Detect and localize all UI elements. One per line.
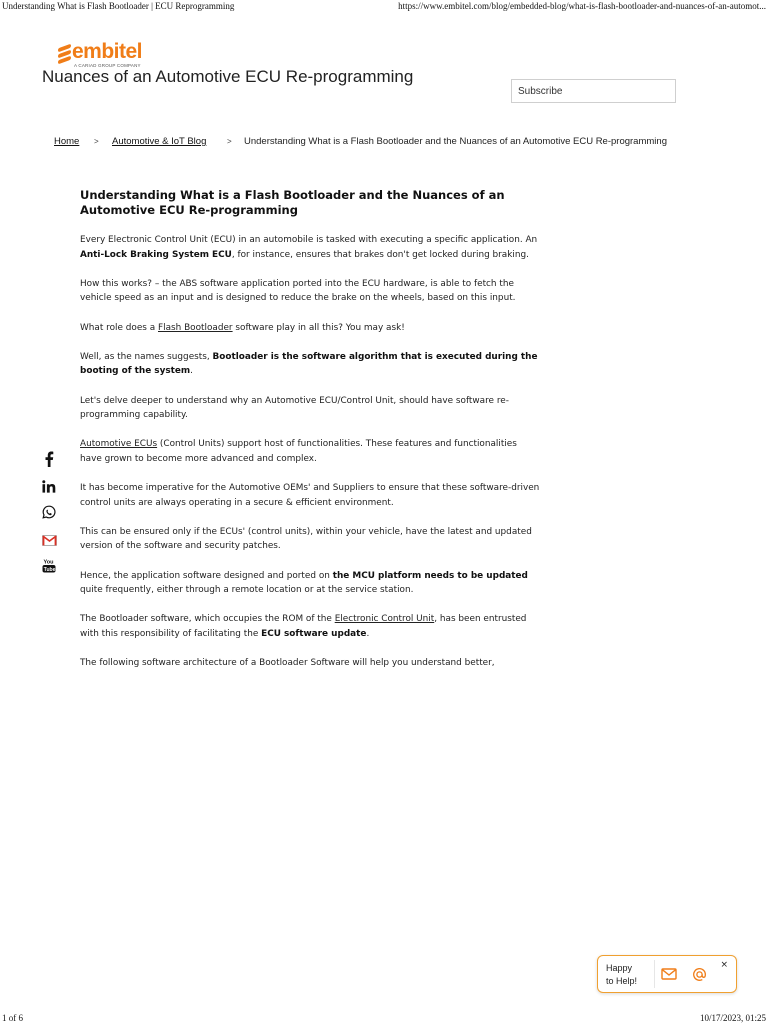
brand-tagline: A CARIAD GROUP COMPANY xyxy=(74,63,141,68)
text: , has been entrusted with this responsibility of facilitating the xyxy=(80,614,527,640)
text: . xyxy=(366,629,370,640)
text: quite frequently, either through a remote location or at the service station. xyxy=(80,585,414,596)
article-paragraph xyxy=(80,569,540,598)
text: software play in all this? You may ask! xyxy=(232,322,405,333)
subscribe-button[interactable]: Subscribe xyxy=(511,79,676,103)
print-header xyxy=(0,0,768,14)
article-paragraph xyxy=(80,350,540,379)
page-title: Nuances of an Automotive ECU Re-programming xyxy=(42,67,414,86)
bold-text: Anti-Lock Braking System ECU xyxy=(80,249,232,260)
print-footer xyxy=(0,1012,768,1024)
help-widget-divider xyxy=(654,960,655,988)
embitel-logo[interactable] xyxy=(58,42,158,68)
breadcrumb-blog-link[interactable]: Automotive & IoT Blog xyxy=(112,136,207,147)
bold-text: ECU software update xyxy=(261,629,367,640)
text: , for instance, ensures that brakes don't get locked during braking. xyxy=(231,249,529,260)
breadcrumb-home-link[interactable]: Home xyxy=(54,136,80,147)
at-icon[interactable] xyxy=(690,966,708,982)
flash-bootloader-link[interactable]: Flash Bootloader xyxy=(158,322,233,333)
breadcrumb-separator: > xyxy=(94,137,99,146)
youtube-icon[interactable] xyxy=(38,556,60,574)
gmail-icon[interactable] xyxy=(38,531,60,549)
text: What role does a xyxy=(80,322,158,333)
article-paragraph xyxy=(80,321,540,336)
text: Every Electronic Control Unit (ECU) in an automobile is tasked with executing a specific application. An xyxy=(80,235,538,245)
article-paragraph: Let's delve deeper to understand why an Automotive ECU/Control Unit, should have software re-programming capability. xyxy=(80,395,509,421)
embitel-logo-mark-icon xyxy=(58,44,72,64)
bold-text: Bootloader is the software algorithm that is executed during the booting of the system xyxy=(80,351,538,377)
bold-text: the MCU platform needs to be updated xyxy=(332,570,528,581)
help-widget[interactable] xyxy=(597,955,737,993)
breadcrumb-separator: > xyxy=(227,137,232,146)
facebook-icon[interactable] xyxy=(38,450,60,468)
help-widget-line: to Help! xyxy=(606,976,638,986)
whatsapp-icon[interactable] xyxy=(38,503,60,521)
close-icon[interactable]: × xyxy=(720,960,728,970)
article-paragraph xyxy=(80,612,540,641)
article-paragraph: It has become imperative for the Automotive OEMs' and Suppliers to ensure that these software-driven control units are always operating in a secure & efficient environment. xyxy=(80,483,540,508)
breadcrumb xyxy=(54,136,754,150)
article-paragraph xyxy=(80,437,540,466)
article-heading: Understanding What is a Flash Bootloader and the Nuances of an Automotive ECU Re-programming xyxy=(80,188,505,217)
electronic-control-unit-link[interactable]: Electronic Control Unit xyxy=(334,614,435,625)
text: Well, as the names suggests, xyxy=(80,351,213,362)
article-body xyxy=(80,188,540,685)
text: . xyxy=(190,366,193,377)
automotive-ecus-link[interactable]: Automotive ECUs xyxy=(80,439,158,450)
brand-name: embitel xyxy=(72,40,143,63)
print-datetime: 10/17/2023, 01:25 xyxy=(699,1013,766,1023)
svg-text:Tube: Tube xyxy=(43,566,56,573)
text: The Bootloader software, which occupies the ROM of the xyxy=(80,614,335,625)
article-paragraph: How this works? – the ABS software application ported into the ECU hardware, is able to fetch the vehicle speed as an input and is designed to reduce the brake on the wheels, based on this input. xyxy=(80,278,516,304)
text: Hence, the application software designed and ported on xyxy=(80,570,333,581)
svg-text:You: You xyxy=(43,559,54,565)
print-page-url: https://www.embitel.com/blog/embedded-blog/what-is-flash-bootloader-and-nuances-of-an-automot... xyxy=(398,1,766,11)
help-widget-line: Happy xyxy=(606,963,633,973)
text: (Control Units) support host of functionalities. These features and functionalities have grown to become more advanced and complex. xyxy=(80,439,517,464)
help-widget-text xyxy=(606,962,654,988)
print-page-title: Understanding What is Flash Bootloader | ECU Reprogramming xyxy=(2,1,235,11)
article-paragraph: The following software architecture of a Bootloader Software will help you understand better, xyxy=(80,658,495,669)
mail-icon[interactable] xyxy=(660,966,678,982)
print-page-number: 1 of 6 xyxy=(2,1013,23,1023)
article-paragraph xyxy=(80,233,540,262)
article-paragraph: This can be ensured only if the ECUs' (control units), within your vehicle, have the latest and updated version of the software and security patches. xyxy=(80,526,532,552)
breadcrumb-current-page: Understanding What is a Flash Bootloader and the Nuances of an Automotive ECU Re-programming xyxy=(244,136,667,147)
linkedin-icon[interactable] xyxy=(38,477,60,495)
